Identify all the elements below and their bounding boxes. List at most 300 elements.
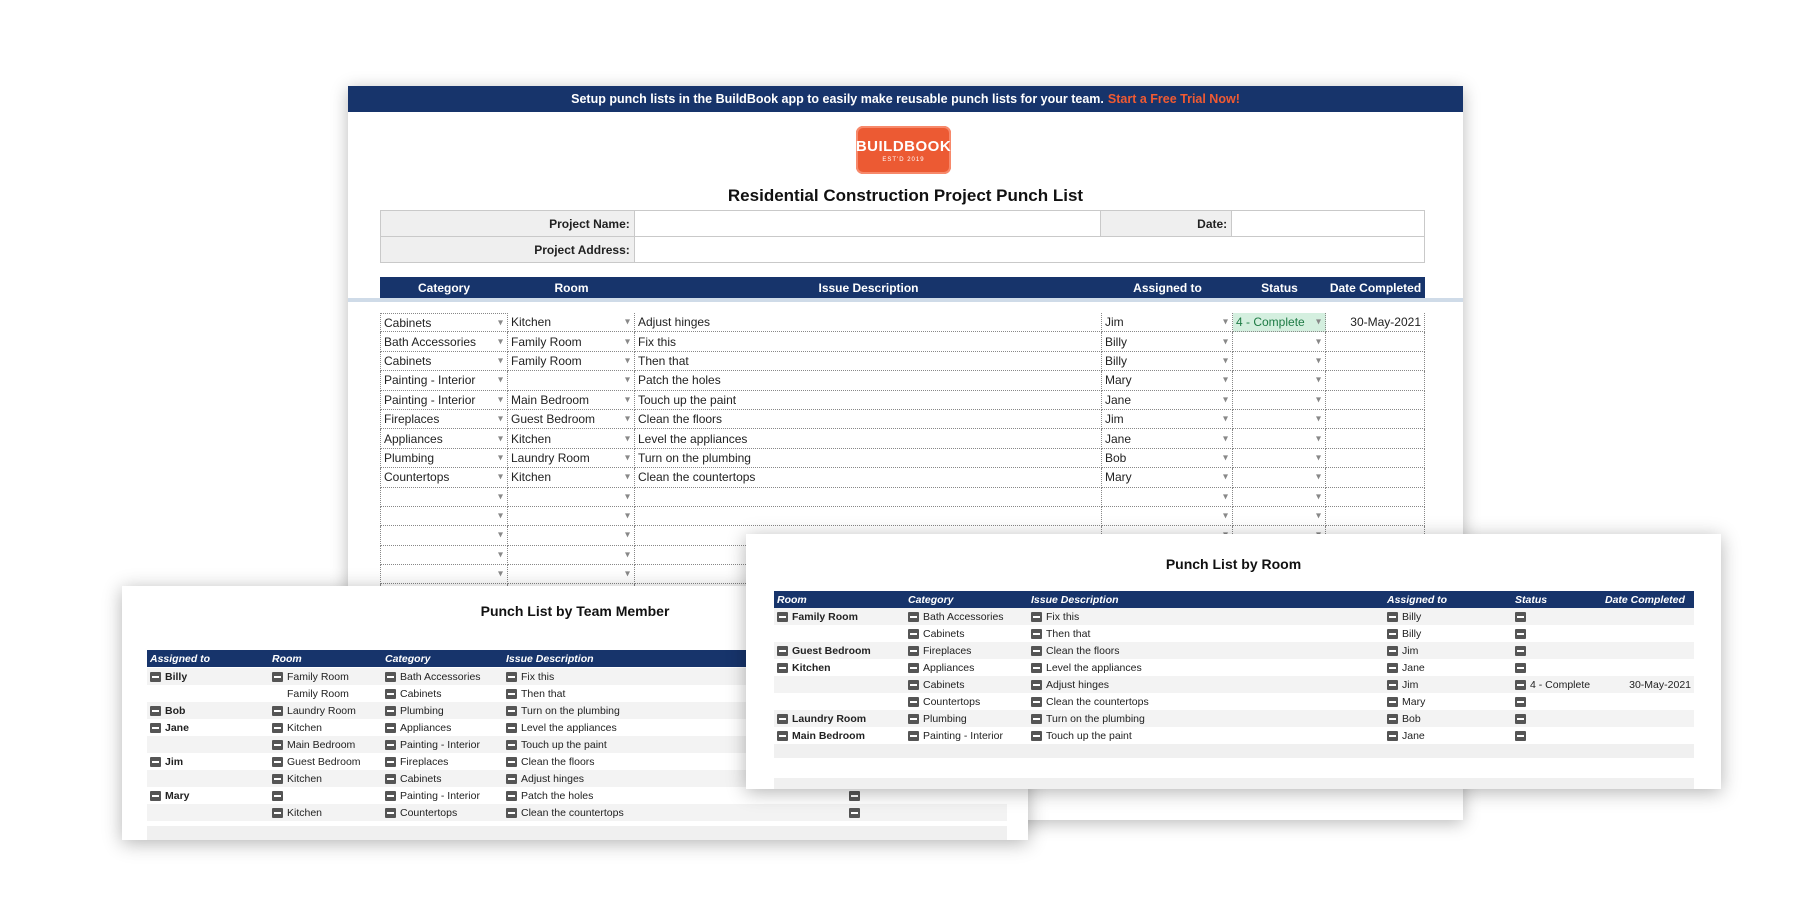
collapse-icon[interactable]: [908, 680, 919, 690]
category-cell: [382, 705, 503, 717]
category-cell: [382, 773, 503, 785]
collapse-icon[interactable]: [272, 808, 283, 818]
collapse-icon[interactable]: [1515, 697, 1526, 707]
date-cell[interactable]: [1326, 507, 1425, 526]
collapse-icon[interactable]: [385, 723, 396, 733]
collapse-icon[interactable]: [1515, 663, 1526, 673]
category-text: Countertops: [923, 695, 981, 708]
assigned-cell: [1384, 628, 1512, 640]
date-input[interactable]: [1232, 211, 1425, 237]
assigned-text: Bob: [1402, 712, 1421, 725]
assigned-cell: [1384, 730, 1512, 742]
issue-cell: [1028, 730, 1384, 742]
team-col-category: Category: [385, 652, 431, 665]
category-name: Cabinets: [400, 772, 442, 785]
issue-cell[interactable]: Adjust hinges: [635, 313, 1102, 332]
issue-cell[interactable]: Then that: [635, 352, 1102, 371]
issue-text: Fix this: [1046, 610, 1080, 623]
table-row: [380, 468, 1425, 487]
room-name: Family Room: [287, 670, 349, 683]
room-cell[interactable]: Kitchen ▾: [508, 468, 635, 487]
collapse-icon[interactable]: [150, 723, 161, 733]
collapse-icon[interactable]: [908, 697, 919, 707]
assigned-name: Mary: [165, 789, 190, 802]
status-cell: [1512, 697, 1602, 707]
room-cell: [774, 730, 905, 742]
room-cell[interactable]: Main Bedroom ▾: [508, 391, 635, 410]
room-panel-title: Punch List by Room: [1165, 556, 1302, 572]
assigned-cell[interactable]: [1102, 488, 1233, 507]
room-col-status: Status: [1515, 593, 1548, 606]
room-cell: [774, 645, 905, 657]
room-cell: [774, 713, 905, 725]
room-name: Laundry Room: [287, 704, 356, 717]
collapse-icon[interactable]: [777, 646, 788, 656]
table-row: [380, 410, 1425, 429]
category-cell[interactable]: Painting - Interior ▾: [380, 391, 508, 410]
room-pivot-panel: [746, 534, 1721, 789]
category-cell[interactable]: Painting - Interior ▾: [380, 371, 508, 390]
issue-text: Patch the holes: [521, 789, 594, 802]
category-cell[interactable]: Appliances ▾: [380, 429, 508, 448]
collapse-icon[interactable]: [849, 808, 860, 818]
collapse-icon[interactable]: [272, 757, 283, 767]
category-cell[interactable]: Fireplaces ▾: [380, 410, 508, 429]
assigned-cell[interactable]: Jim ▾: [1102, 313, 1233, 332]
category-cell: [382, 722, 503, 734]
room-name: Main Bedroom: [792, 729, 865, 742]
assigned-cell[interactable]: [1102, 507, 1233, 526]
issue-cell: [1028, 611, 1384, 623]
room-name: Guest Bedroom: [792, 644, 871, 657]
collapse-icon[interactable]: [506, 706, 517, 716]
status-text: 4 - Complete: [1530, 678, 1591, 691]
category-cell: [382, 790, 503, 802]
collapse-icon[interactable]: [1387, 612, 1398, 622]
category-text: Bath Accessories: [923, 610, 1004, 623]
category-cell: [382, 671, 503, 683]
room-cell: [269, 688, 382, 700]
room-cell: [269, 791, 382, 801]
assigned-cell: [1384, 611, 1512, 623]
project-info-table: [380, 210, 1425, 263]
collapse-icon[interactable]: [1387, 680, 1398, 690]
issue-cell[interactable]: [635, 488, 1102, 507]
collapse-icon[interactable]: [150, 757, 161, 767]
collapse-icon[interactable]: [777, 663, 788, 673]
table-row: [380, 332, 1425, 351]
collapse-icon[interactable]: [1031, 697, 1042, 707]
status-cell[interactable]: [1233, 507, 1326, 526]
category-cell: [382, 739, 503, 751]
status-cell[interactable]: [1233, 429, 1326, 448]
list-item: [774, 659, 1694, 676]
table-row: [380, 449, 1425, 468]
status-cell: [1512, 663, 1602, 673]
collapse-icon[interactable]: [908, 629, 919, 639]
assigned-cell: [1384, 696, 1512, 708]
room-col-category: Category: [908, 593, 954, 606]
list-item: [774, 642, 1694, 659]
category-cell[interactable]: Cabinets ▾: [380, 313, 508, 332]
team-col-assigned: Assigned to: [150, 652, 211, 665]
list-item: [147, 787, 1007, 804]
date-cell[interactable]: [1326, 371, 1425, 390]
category-text: Painting - Interior: [923, 729, 1003, 742]
collapse-icon[interactable]: [1515, 714, 1526, 724]
collapse-icon[interactable]: [1031, 629, 1042, 639]
assigned-cell[interactable]: Mary ▾: [1102, 468, 1233, 487]
room-cell: [269, 739, 382, 751]
collapse-icon[interactable]: [506, 689, 517, 699]
date-cell[interactable]: [1326, 468, 1425, 487]
assigned-cell[interactable]: Jane ▾: [1102, 391, 1233, 410]
issue-cell: [1028, 662, 1384, 674]
category-cell[interactable]: Countertops ▾: [380, 468, 508, 487]
project-name-label: Project Name:: [381, 211, 635, 237]
assigned-cell[interactable]: Billy ▾: [1102, 352, 1233, 371]
list-item: [147, 804, 1007, 821]
issue-text: Level the appliances: [521, 721, 617, 734]
room-cell[interactable]: Kitchen ▾: [508, 313, 635, 332]
collapse-icon[interactable]: [506, 740, 517, 750]
room-cell[interactable]: Kitchen ▾: [508, 429, 635, 448]
category-cell: [905, 662, 1028, 674]
collapse-icon[interactable]: [385, 740, 396, 750]
table-row: [380, 429, 1425, 448]
assigned-text: Billy: [1402, 627, 1422, 640]
issue-cell[interactable]: Turn on the plumbing: [635, 449, 1102, 468]
collapse-icon[interactable]: [385, 706, 396, 716]
issue-text: Adjust hinges: [521, 772, 585, 785]
room-name: Kitchen: [287, 806, 323, 819]
table-row: [380, 352, 1425, 371]
issue-cell[interactable]: [635, 507, 1102, 526]
room-cell[interactable]: [508, 488, 635, 507]
collapse-icon[interactable]: [272, 791, 283, 801]
collapse-icon[interactable]: [1387, 663, 1398, 673]
issue-cell[interactable]: Level the appliances: [635, 429, 1102, 448]
issue-text: Clean the countertops: [1046, 695, 1149, 708]
collapse-icon[interactable]: [385, 689, 396, 699]
collapse-icon[interactable]: [1031, 612, 1042, 622]
assigned-text: Billy: [1402, 610, 1422, 623]
date-cell[interactable]: [1326, 391, 1425, 410]
room-col-room: Room: [777, 593, 807, 606]
collapse-icon[interactable]: [908, 646, 919, 656]
date-cell[interactable]: [1326, 410, 1425, 429]
category-cell: [382, 756, 503, 768]
assigned-cell: [1384, 662, 1512, 674]
category-cell[interactable]: [380, 526, 508, 545]
category-cell: [905, 696, 1028, 708]
assigned-cell: [147, 671, 269, 683]
team-col-issue: Issue Description: [506, 652, 594, 665]
issue-text: Then that: [1046, 627, 1091, 640]
room-cell[interactable]: Family Room ▾: [508, 332, 635, 351]
issue-text: Fix this: [521, 670, 555, 683]
assigned-cell: [1384, 645, 1512, 657]
assigned-cell[interactable]: Bob ▾: [1102, 449, 1233, 468]
category-cell: [905, 679, 1028, 691]
collapse-icon[interactable]: [777, 714, 788, 724]
issue-cell[interactable]: Touch up the paint: [635, 391, 1102, 410]
col-date-completed: Date Completed: [1329, 280, 1422, 295]
assigned-cell: [147, 705, 269, 717]
category-cell[interactable]: Plumbing ▾: [380, 449, 508, 468]
room-panel-rows: [774, 608, 1694, 744]
room-panel-footer-1: [774, 744, 1694, 758]
category-name: Painting - Interior: [400, 789, 480, 802]
status-cell[interactable]: 4 - Complete ▾: [1233, 313, 1326, 332]
category-text: Plumbing: [923, 712, 967, 725]
assigned-cell[interactable]: Billy ▾: [1102, 332, 1233, 351]
room-name: Laundry Room: [792, 712, 867, 725]
assigned-cell: [147, 722, 269, 734]
date-cell[interactable]: [1326, 429, 1425, 448]
collapse-icon[interactable]: [1031, 731, 1042, 741]
assigned-name: Jim: [165, 755, 184, 768]
collapse-icon[interactable]: [506, 672, 517, 682]
status-cell[interactable]: [1233, 371, 1326, 390]
project-address-label: Project Address:: [381, 237, 635, 263]
page-title: Residential Construction Project Punch List: [727, 186, 1084, 205]
collapse-icon[interactable]: [272, 740, 283, 750]
collapse-icon[interactable]: [272, 723, 283, 733]
status-cell[interactable]: [1233, 468, 1326, 487]
collapse-icon[interactable]: [272, 706, 283, 716]
team-col-room: Room: [272, 652, 302, 665]
project-address-input[interactable]: [634, 237, 1424, 263]
room-name: Kitchen: [792, 661, 831, 674]
room-cell[interactable]: Family Room ▾: [508, 352, 635, 371]
col-status: Status: [1261, 280, 1298, 295]
collapse-icon[interactable]: [1031, 663, 1042, 673]
category-name: Countertops: [400, 806, 458, 819]
collapse-icon[interactable]: [150, 672, 161, 682]
status-cell[interactable]: [1233, 332, 1326, 351]
assigned-name: Bob: [165, 704, 186, 717]
collapse-icon[interactable]: [506, 757, 517, 767]
collapse-icon[interactable]: [506, 723, 517, 733]
collapse-icon[interactable]: [849, 791, 860, 801]
room-cell: [269, 756, 382, 768]
status-cell[interactable]: [1233, 488, 1326, 507]
room-col-assigned: Assigned to: [1387, 593, 1448, 606]
assigned-cell: [1384, 713, 1512, 725]
category-cell: [905, 645, 1028, 657]
issue-cell[interactable]: Patch the holes: [635, 371, 1102, 390]
collapse-icon[interactable]: [777, 612, 788, 622]
room-cell[interactable]: [508, 565, 635, 584]
room-cell[interactable]: Laundry Room ▾: [508, 449, 635, 468]
collapse-icon[interactable]: [385, 791, 396, 801]
assigned-name: Jane: [165, 721, 189, 734]
collapse-icon[interactable]: [1387, 714, 1398, 724]
collapse-icon[interactable]: [1387, 646, 1398, 656]
room-cell: [269, 773, 382, 785]
collapse-icon[interactable]: [1515, 646, 1526, 656]
status-cell: [1512, 629, 1602, 639]
category-name: Cabinets: [400, 687, 442, 700]
room-name: Main Bedroom: [287, 738, 356, 751]
date-cell[interactable]: 30-May-2021: [1326, 313, 1425, 332]
table-row: [380, 507, 1425, 526]
collapse-icon[interactable]: [1515, 629, 1526, 639]
room-col-date-completed: Date Completed: [1605, 593, 1685, 606]
room-cell: [774, 611, 905, 623]
issue-text: Touch up the paint: [521, 738, 607, 751]
table-row: [380, 371, 1425, 390]
team-panel-footer: [147, 826, 1007, 840]
team-panel-title: Punch List by Team Member: [480, 603, 670, 619]
status-cell: [1512, 731, 1602, 741]
status-cell[interactable]: [1233, 449, 1326, 468]
project-name-input[interactable]: [634, 211, 1101, 237]
extra-cell: [846, 791, 1007, 801]
col-room: Room: [554, 280, 589, 295]
room-cell[interactable]: Guest Bedroom ▾: [508, 410, 635, 429]
date-cell[interactable]: [1326, 449, 1425, 468]
collapse-icon[interactable]: [1031, 646, 1042, 656]
collapse-icon[interactable]: [272, 774, 283, 784]
collapse-icon[interactable]: [150, 791, 161, 801]
collapse-icon[interactable]: [385, 808, 396, 818]
status-cell: [1512, 646, 1602, 656]
category-text: Cabinets: [923, 627, 965, 640]
room-cell[interactable]: [508, 507, 635, 526]
assigned-cell: [147, 790, 269, 802]
date-cell[interactable]: [1326, 352, 1425, 371]
status-cell: [1512, 612, 1602, 622]
category-cell[interactable]: [380, 507, 508, 526]
assigned-cell: [1384, 679, 1512, 691]
logo-est: EST'D 2019: [882, 156, 925, 163]
collapse-icon[interactable]: [272, 672, 283, 682]
status-cell: [1512, 714, 1602, 724]
issue-cell: [503, 790, 846, 802]
free-trial-link[interactable]: Start a Free Trial Now!: [1107, 92, 1240, 106]
collapse-icon[interactable]: [1515, 680, 1526, 690]
issue-text: Clean the floors: [1046, 644, 1120, 657]
assigned-text: Mary: [1402, 695, 1426, 708]
room-cell[interactable]: [508, 526, 635, 545]
banner-text: Setup punch lists in the BuildBook app to easily make reusable punch lists for your team.: [571, 92, 1104, 106]
promo-banner: [348, 86, 1463, 112]
issue-text: Level the appliances: [1046, 661, 1142, 674]
date-label: Date:: [1101, 211, 1232, 237]
category-cell: [905, 713, 1028, 725]
collapse-icon[interactable]: [1031, 714, 1042, 724]
status-cell[interactable]: [1233, 391, 1326, 410]
collapse-icon[interactable]: [908, 663, 919, 673]
issue-cell: [1028, 645, 1384, 657]
category-cell[interactable]: [380, 565, 508, 584]
room-cell: [269, 671, 382, 683]
room-name: Family Room: [287, 687, 349, 700]
collapse-icon[interactable]: [506, 791, 517, 801]
assigned-name: Billy: [165, 670, 188, 683]
col-assigned: Assigned to: [1133, 280, 1202, 295]
collapse-icon[interactable]: [506, 808, 517, 818]
category-text: Cabinets: [923, 678, 965, 691]
room-panel-footer-2: [774, 778, 1694, 789]
collapse-icon[interactable]: [777, 731, 788, 741]
issue-cell: [503, 807, 846, 819]
issue-text: Then that: [521, 687, 566, 700]
issue-cell: [1028, 679, 1384, 691]
issue-cell[interactable]: Clean the countertops: [635, 468, 1102, 487]
table-row: [380, 488, 1425, 507]
issue-cell: [1028, 713, 1384, 725]
list-item: [774, 608, 1694, 625]
category-cell: [382, 807, 503, 819]
category-cell: [905, 611, 1028, 623]
category-cell: [905, 628, 1028, 640]
collapse-icon[interactable]: [908, 612, 919, 622]
room-cell: [774, 662, 905, 674]
assigned-cell[interactable]: Jane ▾: [1102, 429, 1233, 448]
assigned-cell[interactable]: Jim ▾: [1102, 410, 1233, 429]
date-cell[interactable]: [1326, 488, 1425, 507]
col-issue: Issue Description: [818, 280, 919, 295]
issue-cell[interactable]: Clean the floors: [635, 410, 1102, 429]
collapse-icon[interactable]: [1031, 680, 1042, 690]
collapse-icon[interactable]: [1515, 731, 1526, 741]
room-cell: [269, 705, 382, 717]
collapse-icon[interactable]: [385, 672, 396, 682]
assigned-text: Jim: [1402, 644, 1419, 657]
category-cell[interactable]: Cabinets ▾: [380, 352, 508, 371]
collapse-icon[interactable]: [1387, 697, 1398, 707]
table-row: [380, 313, 1425, 332]
collapse-icon[interactable]: [385, 757, 396, 767]
list-item: [774, 693, 1694, 710]
room-name: Kitchen: [287, 772, 323, 785]
status-cell[interactable]: [1233, 352, 1326, 371]
collapse-icon[interactable]: [908, 731, 919, 741]
collapse-icon[interactable]: [908, 714, 919, 724]
room-cell[interactable]: [508, 371, 635, 390]
date-cell[interactable]: [1326, 332, 1425, 351]
category-name: Plumbing: [400, 704, 444, 717]
collapse-icon[interactable]: [385, 774, 396, 784]
category-cell[interactable]: [380, 488, 508, 507]
list-item: [774, 727, 1694, 744]
collapse-icon[interactable]: [150, 706, 161, 716]
collapse-icon[interactable]: [1387, 731, 1398, 741]
assigned-cell[interactable]: Mary ▾: [1102, 371, 1233, 390]
list-item: [774, 676, 1694, 693]
status-cell: [1512, 679, 1602, 691]
room-name: Guest Bedroom: [287, 755, 361, 768]
buildbook-logo: [856, 126, 951, 174]
status-cell[interactable]: [1233, 410, 1326, 429]
room-cell[interactable]: [508, 546, 635, 565]
room-name: Family Room: [792, 610, 858, 623]
column-header-row: [380, 277, 1425, 298]
logo-name: BUILDBOOK: [855, 137, 952, 155]
extra-cell: [846, 808, 1007, 818]
collapse-icon[interactable]: [506, 774, 517, 784]
collapse-icon[interactable]: [1515, 612, 1526, 622]
issue-cell: [1028, 628, 1384, 640]
room-cell: [269, 807, 382, 819]
collapse-icon[interactable]: [1387, 629, 1398, 639]
category-cell[interactable]: [380, 546, 508, 565]
category-cell[interactable]: Bath Accessories ▾: [380, 332, 508, 351]
issue-cell[interactable]: Fix this: [635, 332, 1102, 351]
